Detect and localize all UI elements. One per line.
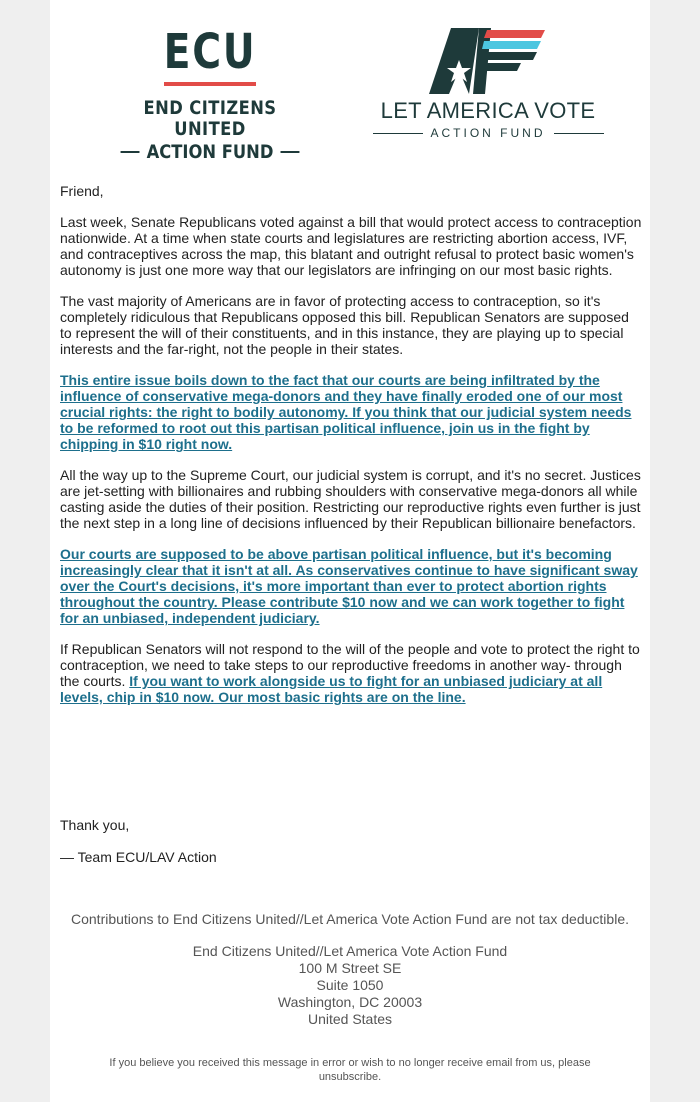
donate-link-paragraph-1 <box>60 372 642 452</box>
paragraph-2: The vast majority of Americans are in favor of protecting access to contraception, so it's completely ridiculous that Republicans opposed this bill. Republican Senators are supposed to represent the will of their constituents, and in this instance, they are playing up to special interests and the far-right, not the people in their states. <box>60 293 629 357</box>
unsubscribe-text[interactable]: If you believe you received this message in error or wish to no longer receive email from us, please unsubscribe. <box>109 1057 591 1083</box>
lav-logo-subtitle <box>368 126 608 140</box>
address-line: United States <box>307 1011 393 1027</box>
donate-link-paragraph-2 <box>60 546 642 626</box>
address-line: 100 M Street SE <box>298 960 402 976</box>
signature: — Team ECU/LAV Action <box>60 849 217 865</box>
closing-thanks: Thank you, <box>60 817 130 833</box>
ecu-logo-rule-right <box>280 151 299 153</box>
ecu-logo-subtitle-text: ACTION FUND <box>146 141 274 163</box>
ecu-logo[interactable] <box>105 24 315 163</box>
lav-flag-star-icon <box>429 28 547 94</box>
unsubscribe-notice[interactable] <box>80 1056 620 1084</box>
email-page <box>50 0 650 1102</box>
ecu-logo-underline <box>164 82 256 86</box>
donate-link-3[interactable]: If you want to work alongside us to fight for an unbiased judiciary at all levels, chip in $10 now. Our most basic rights are on the line. <box>60 673 603 705</box>
donate-link-2[interactable]: Our courts are supposed to be above partisan political influence, but it's becoming increasingly clear that it isn't at all. As conservatives continue to have significant sway over the Court's decisions, it's more important than ever to protect abortion rights throughout the country. Please contribute $10 now and we can work together to fight for an unbiased, independent judiciary. <box>60 546 638 626</box>
address-line: Suite 1050 <box>316 977 384 993</box>
paragraph-1: Last week, Senate Republicans voted against a bill that would protect access to contraception nationwide. At a time when state courts and legislatures are restricting abortion access, IVF, and contraceptives across the map, this blatant and outright refusal to protect basic women's autonomy is just one more way that our legislators are infringing on our most basic rights. <box>60 214 642 278</box>
address-line: End Citizens United//Let America Vote Action Fund <box>192 943 508 959</box>
ecu-logo-rule-left <box>121 151 140 153</box>
lav-logo-rule-right <box>554 133 604 134</box>
greeting: Friend, <box>60 183 104 199</box>
paragraph-4 <box>60 641 642 705</box>
mailing-address <box>50 943 650 1028</box>
paragraph-3: All the way up to the Supreme Court, our judicial system is corrupt, and it's no secret. Justices are jet-setting with billionaires and rubbing shoulders with conservative mega-donors all while casting aside the duties of their position. Restricting our reproductive rights even further is just the next step in a long line of decisions influenced by their Republican billionaire benefactors. <box>60 467 641 531</box>
header-logos <box>50 0 650 163</box>
lav-logo-subtitle-text: ACTION FUND <box>430 126 546 140</box>
lav-logo-rule-left <box>373 133 423 134</box>
ecu-logo-name: END CITIZENS UNITED <box>143 97 277 140</box>
lav-logo-name: LET AMERICA VOTE <box>380 98 596 123</box>
paragraph-4-text: If Republican Senators will not respond to the will of the people and vote to protect the right to contraception, we need to take steps to our reproductive freedoms in another way- through the courts. <box>60 641 640 689</box>
lav-logo[interactable] <box>368 28 608 143</box>
tax-disclaimer: Contributions to End Citizens United//Let America Vote Action Fund are not tax deductible. <box>71 911 629 927</box>
donate-link-1[interactable]: This entire issue boils down to the fact that our courts are being infiltrated by the influence of conservative mega-donors and they have finally eroded one of our most crucial rights: the right to bodily autonomy. If you think that our judicial system needs to be reformed to root out this partisan political influence, join us in the fight by chipping in $10 right now. <box>60 372 632 452</box>
address-line: Washington, DC 20003 <box>277 994 423 1010</box>
ecu-logo-subtitle <box>120 140 301 164</box>
email-body <box>60 183 642 720</box>
ecu-logo-mark: ECU <box>163 24 257 80</box>
